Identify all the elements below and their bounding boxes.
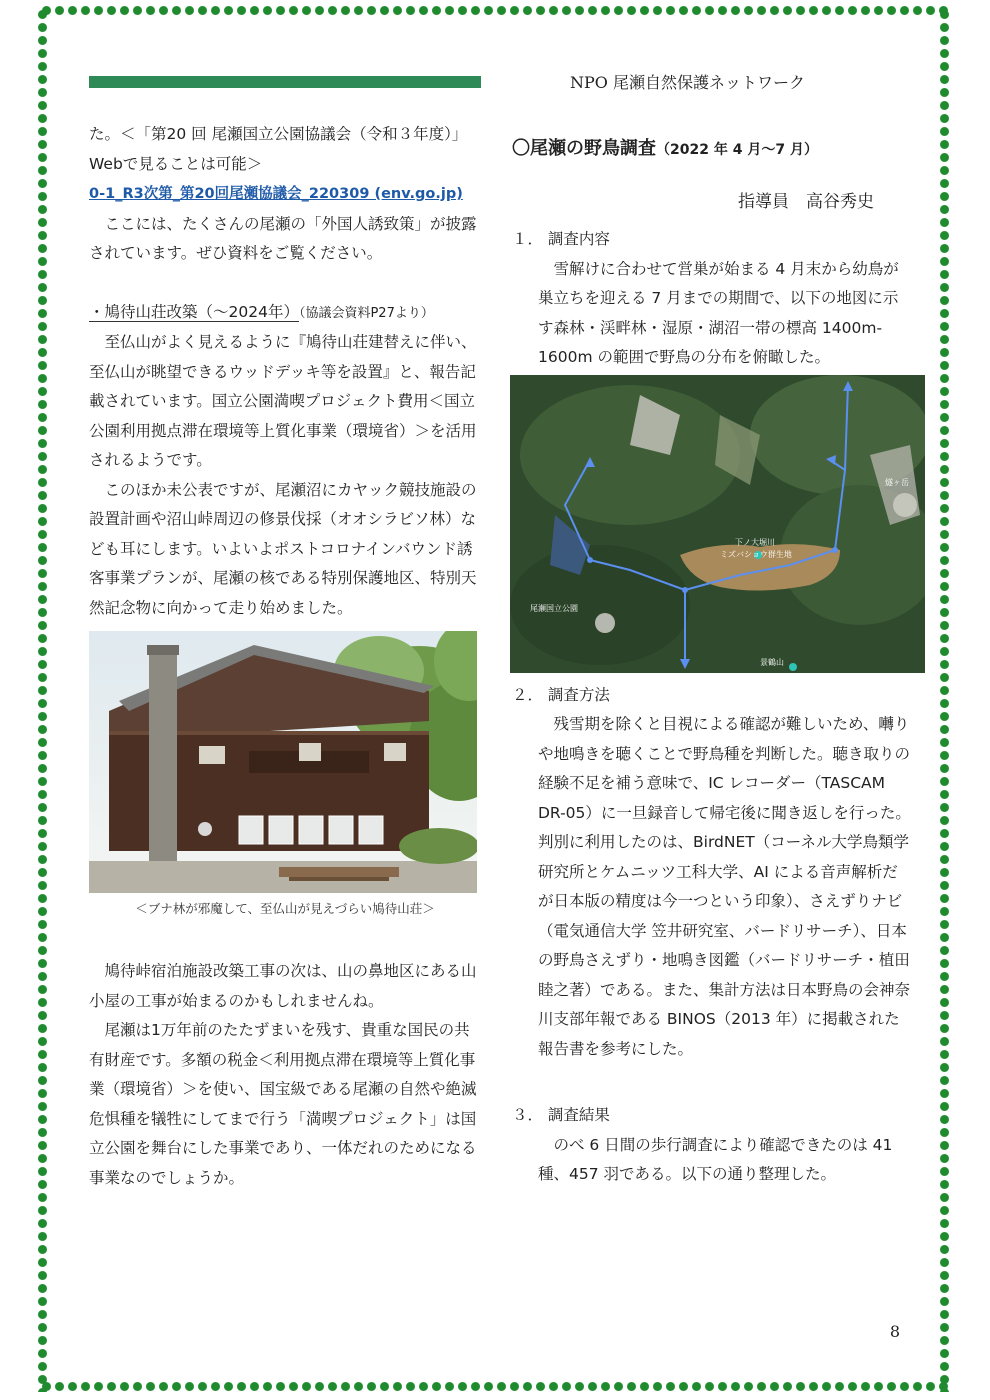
decorative-border-right	[938, 8, 952, 1392]
spacer	[512, 1064, 912, 1093]
right-column	[512, 134, 912, 1190]
intro-line: た。＜「第20 回 尾瀬国立公園協議会（令和３年度）」	[89, 125, 468, 143]
decorative-border-top	[40, 4, 950, 18]
section-2-title: ２． 調査方法	[512, 685, 610, 704]
bullet-title: ・鳩待山荘改築（～2024年）	[89, 302, 299, 321]
section-heading	[512, 134, 912, 165]
council-document-link[interactable]: 0-1_R3次第_第20回尾瀬協議会_220309 (env.go.jp)	[89, 186, 463, 202]
map-label-hiuchi: 燧ヶ岳	[885, 477, 909, 487]
map-label-park: 尾瀬国立公園	[530, 603, 578, 613]
section-2-body: 残雪期を除くと目視による確認が難しいため、囀りや地鳴きを聴くことで野鳥種を判断した。聴き取りの経験不足を補う意味で、IC レコーダー（TASCAM DR-05）に一旦録音して帰宅後に聞き返しを行った。判別に利用したのは、BirdNET（コーネル大学鳥類学研究所とケムニッツ工科大学、AI による音声解析だが日本版の精度は今一つという印象）、さえずりナビ（電気通信大学 笠井研究室、バードリサーチ）、日本の野鳥さえずり・地鳴き図鑑（バードリサーチ・植田睦之著）である。また、集計方法は日本野鳥の会神奈川支部年報である BINOS（2013 年）に掲載された報告書を参考にした。	[538, 715, 911, 1058]
spacer	[89, 269, 481, 298]
paragraph-next-construction: 鳩待峠宿泊施設改築工事の次は、山の鼻地区にある山小屋の工事が始まるのかもしれませんね。	[89, 962, 477, 1010]
paragraph-kayak-plan: このほか未公表ですが、尾瀬沼にカヤック競技施設の設置計画や沼山峠周辺の修景伐採（オオシラビソ林）なども耳にします。いよいよポストコロナインバウンド誘客事業プランが、尾瀬の核である特別保護地区、特別天然記念物に向かって走り始めました。	[89, 480, 477, 617]
section-3-title: ３． 調査結果	[512, 1106, 610, 1124]
section-1-body: 雪解けに合わせて営巣が始まる 4 月末から幼鳥が巣立ちを迎える 7 月までの期間で、以下の地図に示す森林・渓畔林・湿原・湖沼一帯の標高 1400m-1600m の範囲で野鳥の分布を俯瞰した。	[538, 259, 899, 366]
decorative-border-bottom	[40, 1380, 950, 1394]
heading-period: （2022 年 4 月～7 月）	[656, 142, 818, 158]
paragraph-national-heritage: 尾瀬は1万年前のたたずまいを残す、貴重な国民の共有財産です。多額の税金＜利用拠点滞在環境等上質化事業（環境省）＞を使い、国宝級である尾瀬の自然や絶滅危惧種を犠牲にしてまで行う「満喫プロジェクト」は国立公園を舞台にした事業であり、一体だれのためになる事業なのでしょうか。	[89, 1021, 477, 1187]
paragraph-inbound-policy: ここには、たくさんの尾瀬の「外国人誘致策」が披露されています。ぜひ資料をご覧ください。	[89, 214, 477, 262]
bullet-lodge-rebuild	[89, 298, 481, 329]
map-label-skunk-cabbage: ミズバショウ群生地	[720, 549, 792, 559]
heading-title: 〇尾瀬の野鳥調査	[512, 138, 656, 159]
intro-line-2: Webで見ることは可能＞	[89, 154, 263, 173]
decorative-border-left	[36, 8, 50, 1392]
lodge-photo	[89, 631, 477, 893]
survey-map	[510, 375, 925, 673]
header-green-bar	[89, 76, 481, 88]
bullet-note: （協議会資料P27より）	[298, 305, 434, 321]
organization-name: NPO 尾瀬自然保護ネットワーク	[570, 73, 805, 92]
section-1-title: １． 調査内容	[512, 230, 610, 248]
spacer	[89, 919, 481, 957]
section-3-body: のべ 6 日間の歩行調査により確認できたのは 41 種、457 羽である。以下の通り整理した。	[538, 1135, 893, 1183]
page-number: 8	[889, 1322, 900, 1341]
paragraph-wood-deck: 至仏山がよく見えるように『鳩待山荘建替えに伴い、至仏山が眺望できるウッドデッキ等を設置』と、報告記載されています。国立公園満喫プロジェクト費用＜国立公園利用拠点滞在環境等上質化事業（環境省）＞を活用されるようです。	[89, 333, 477, 469]
map-label-keizuru: 景鶴山	[760, 657, 784, 667]
photo-caption: ＜ブナ林が邪魔して、至仏山が見えづらい鳩待山荘＞	[135, 901, 435, 916]
instructor-name: 指導員 高谷秀史	[738, 192, 874, 212]
left-column	[89, 120, 481, 1193]
map-label-river: 下ノ大堀川	[735, 537, 775, 547]
